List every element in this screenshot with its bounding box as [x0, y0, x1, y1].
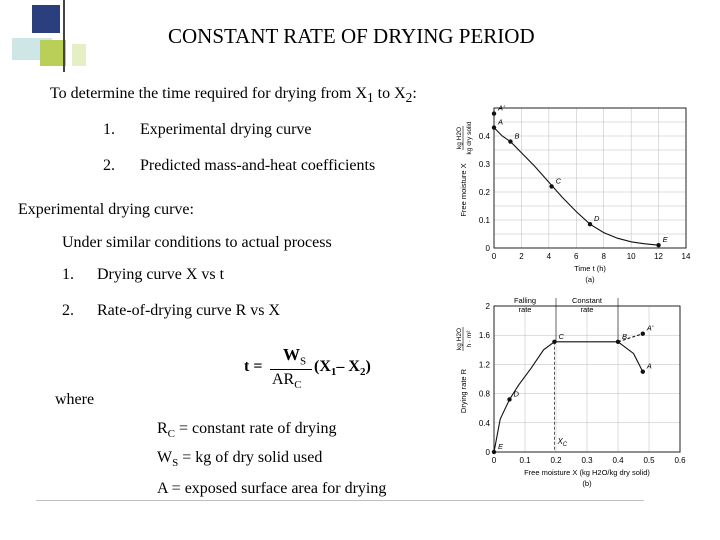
x-axis-label: Free moisture X (kg H2O/kg dry solid)	[524, 468, 650, 477]
y-tick-label: 0.4	[478, 132, 490, 141]
y-tick-label: 0.3	[478, 160, 490, 169]
definition-ws: $W_S$ = kg of dry solid used	[157, 449, 323, 470]
panel-label: (b)	[582, 479, 592, 488]
x-tick-label: 12	[654, 252, 664, 261]
data-point	[588, 222, 592, 226]
data-point	[492, 111, 496, 115]
data-point	[549, 184, 553, 188]
point-label: E	[498, 442, 504, 451]
y-tick-label: 0	[485, 244, 490, 253]
template-square-lightgreen	[72, 44, 86, 66]
x-tick-label: 0.3	[581, 456, 593, 465]
y-tick-label: 1.6	[478, 331, 490, 341]
drying-curve-chart	[440, 98, 702, 284]
point-label: B	[622, 331, 628, 341]
point-label: A	[646, 361, 652, 371]
conditions-text: Under similar conditions to actual process	[62, 234, 332, 251]
point-label: C	[555, 176, 562, 186]
y-tick-label: 0	[485, 448, 490, 457]
x-tick-label: 0.5	[643, 456, 655, 465]
point-label: A'	[498, 103, 505, 113]
y-axis-label: Drying rate R	[459, 368, 468, 414]
y-tick-label: 0.1	[478, 216, 490, 225]
x-tick-label: 0.1	[519, 456, 531, 465]
region-label: rate	[518, 305, 532, 314]
formula-lhs: t =	[244, 358, 263, 375]
region-label: rate	[580, 305, 594, 314]
definition-rc: $R_C$ = constant rate of drying	[157, 420, 337, 441]
y-axis-label: Free moisture X	[459, 163, 468, 217]
curve-item-2-number: 2.	[62, 302, 74, 319]
data-point	[641, 332, 645, 336]
x-tick-label: 0.2	[550, 456, 562, 465]
x-tick-label: 8	[601, 252, 606, 261]
x-tick-label: 4	[546, 252, 552, 261]
x-tick-label: 0.4	[612, 456, 624, 465]
x-tick-label: 2	[519, 252, 524, 261]
formula-fraction-bar	[270, 369, 312, 370]
x-tick-label: 0	[491, 456, 497, 465]
data-point	[492, 125, 496, 129]
where-label: where	[55, 391, 95, 408]
x-tick-label: 0	[491, 252, 497, 261]
y-axis-unit-top: kg H2O	[456, 126, 463, 150]
x-tick-label: 0.6	[674, 456, 686, 465]
formula-rhs: ($X_1-$ $X_2$)	[314, 358, 371, 379]
curve-item-2-text: Rate-of-drying curve R vs X	[97, 302, 281, 319]
curve-item-1-text: Drying curve X vs t	[97, 266, 225, 283]
y-axis-unit-bottom: kg dry solid	[466, 121, 473, 155]
template-square-navy	[32, 5, 60, 33]
method-item-2-number: 2.	[103, 157, 115, 174]
rate-of-drying-chart	[440, 296, 702, 508]
point-label: D	[513, 389, 519, 399]
panel-label: (a)	[585, 275, 595, 284]
point-label: C	[558, 331, 564, 341]
slide-title: CONSTANT RATE OF DRYING PERIOD	[168, 24, 535, 48]
y-tick-label: 1.2	[478, 360, 490, 370]
intro-text: To determine the time required for drying from $X_1$ to $X_2$:	[50, 85, 417, 106]
curve-item-1-number: 1.	[62, 266, 74, 283]
xc-label: $X_C$	[557, 437, 568, 448]
data-point	[507, 397, 511, 401]
data-point	[492, 450, 496, 454]
point-label: D	[594, 214, 600, 224]
y-axis-unit-bottom: h · m²	[466, 330, 473, 348]
point-label: B	[514, 131, 520, 141]
y-tick-label: 0.4	[478, 418, 490, 428]
y-tick-label: 2	[485, 302, 490, 311]
y-tick-label: 0.2	[478, 188, 490, 197]
y-axis-unit-top: kg H2O	[456, 327, 463, 351]
x-tick-label: 10	[626, 252, 636, 261]
formula-denominator: $AR_C$	[272, 371, 302, 392]
point-label: A	[498, 117, 504, 127]
data-point	[641, 370, 645, 374]
y-axis-label-group	[456, 121, 473, 217]
y-axis-label-group	[456, 327, 473, 413]
y-tick-label: 0.8	[478, 389, 490, 399]
template-vertical-bar	[63, 0, 65, 72]
region-label: Constant	[571, 296, 603, 305]
definition-a: A = exposed surface area for drying	[157, 480, 387, 497]
point-label: E	[662, 235, 668, 245]
x-tick-label: 14	[681, 252, 691, 261]
method-item-1-text: Experimental drying curve	[140, 121, 312, 138]
method-item-1-number: 1.	[103, 121, 115, 138]
point-label: A'	[646, 323, 654, 333]
x-tick-label: 6	[574, 252, 579, 261]
data-point	[508, 139, 512, 143]
formula-numerator: $W_S$	[283, 345, 307, 368]
experimental-heading: Experimental drying curve:	[18, 201, 194, 218]
x-axis-label: Time t (h)	[574, 264, 606, 273]
method-item-2-text: Predicted mass-and-heat coefficients	[140, 157, 376, 174]
data-point	[656, 243, 660, 247]
region-label: Falling	[513, 296, 537, 305]
